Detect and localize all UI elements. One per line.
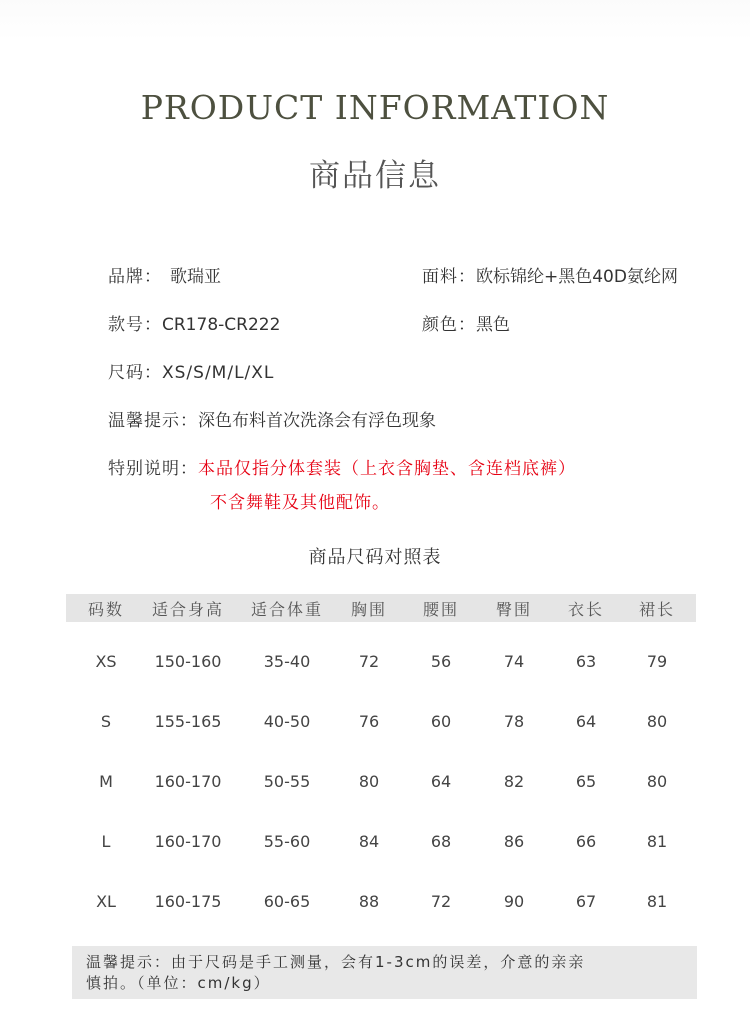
table-cell: 78 [503,712,525,731]
fabric-value: 欧标锦纶+黑色40D氨纶网 [476,267,678,287]
table-cell: 55-60 [263,832,311,851]
table-cell: XL [96,892,116,911]
table-cell: 82 [503,772,525,791]
table-header-cell: 胸围 [350,600,388,619]
table-cell: 63 [575,652,597,671]
table-header-cell: 衣长 [567,600,605,619]
special-row-2 [210,488,390,513]
table-cell: 64 [575,712,597,731]
table-cell: 60-65 [263,892,311,911]
brand-row [108,262,221,287]
page-title-chinese: 商品信息 [309,158,441,194]
table-header-cell: 裙长 [638,600,676,619]
table-cell: 74 [503,652,525,671]
table-cell: 65 [575,772,597,791]
table-header-cell: 适合身高 [151,600,225,619]
special-note-line2: 不含舞鞋及其他配饰。 [210,493,390,513]
table-cell: 81 [646,832,668,851]
table-cell: 150-160 [154,652,222,671]
table-cell: 88 [358,892,380,911]
table-cell: 40-50 [263,712,311,731]
special-row [108,454,576,479]
color-row [422,310,510,335]
note-line-1: 温馨提示：由于尺码是手工测量，会有1-3cm的误差，介意的亲亲 [86,953,586,971]
table-cell: 67 [575,892,597,911]
size-row [108,358,274,383]
table-cell: 90 [503,892,525,911]
table-cell: 160-170 [154,832,222,851]
table-cell: 56 [430,652,452,671]
tip-label: 温馨提示： [108,411,198,431]
brand-value: 歌瑞亚 [170,267,221,287]
size-label: 尺码： [108,363,162,383]
table-cell: 155-165 [154,712,222,731]
table-cell: 76 [358,712,380,731]
table-cell: 35-40 [263,652,311,671]
style-row [108,310,280,335]
table-cell: 68 [430,832,452,851]
table-cell: 80 [646,772,668,791]
table-cell: 66 [575,832,597,851]
table-cell: L [101,832,111,851]
color-label: 颜色： [422,315,476,335]
page-title-english: PRODUCT INFORMATION [140,88,610,127]
table-cell: 72 [358,652,380,671]
fabric-label: 面料： [422,267,476,287]
tip-row [108,406,436,431]
table-cell: 86 [503,832,525,851]
table-cell: 80 [358,772,380,791]
note-line-2: 慎拍。（单位：cm/kg） [86,974,271,992]
table-cell: 80 [646,712,668,731]
color-value: 黑色 [476,315,510,335]
table-cell: 160-170 [154,772,222,791]
size-table-title: 商品尺码对照表 [308,547,442,568]
table-cell: 60 [430,712,452,731]
table-cell: 64 [430,772,452,791]
table-cell: 72 [430,892,452,911]
table-cell: S [100,712,112,731]
note-text [86,952,686,994]
table-header-cell: 臀围 [495,600,533,619]
table-cell: 50-55 [263,772,311,791]
style-label: 款号： [108,315,162,335]
table-cell: M [99,772,113,791]
special-label: 特别说明： [108,459,198,479]
fabric-row [422,262,678,287]
table-cell: XS [95,652,117,671]
table-header-cell: 适合体重 [250,600,324,619]
tip-value: 深色布料首次洗涤会有浮色现象 [198,411,436,431]
table-cell: 84 [358,832,380,851]
size-value: XS/S/M/L/XL [162,363,275,383]
table-header-cell: 腰围 [422,600,460,619]
style-value: CR178-CR222 [162,315,281,335]
special-note-line1: 本品仅指分体套装（上衣含胸垫、含连档底裤） [198,459,576,479]
table-header-cell: 码数 [87,600,125,619]
table-cell: 160-175 [154,892,222,911]
table-cell: 81 [646,892,668,911]
table-cell: 79 [646,652,668,671]
brand-label: 品牌： [108,267,162,287]
